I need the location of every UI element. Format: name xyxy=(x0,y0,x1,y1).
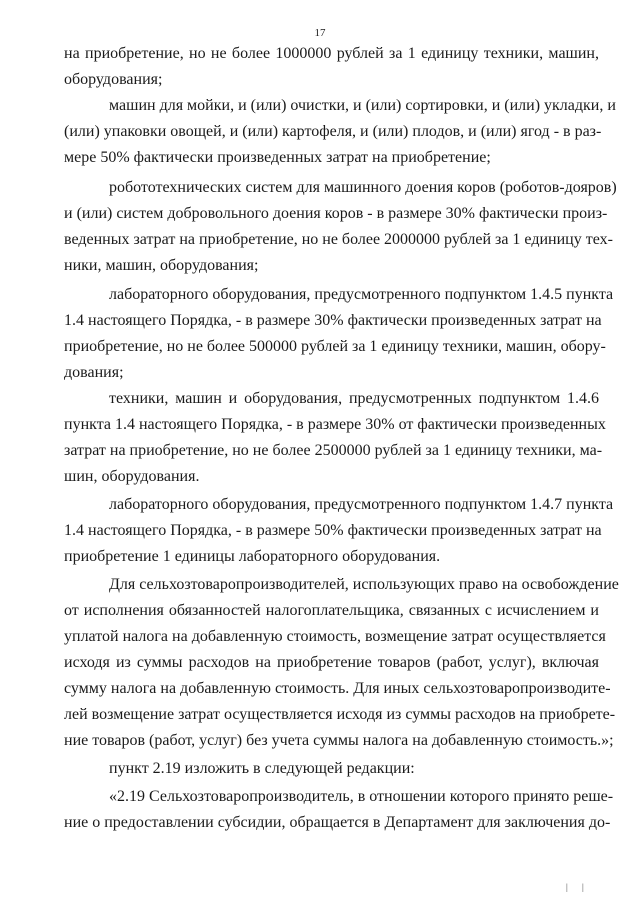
text-line: ние товаров (работ, услуг) без учета суммы налога на добавленную стоимость.»; xyxy=(64,732,614,749)
text-line: приобретение, но не более 500000 рублей за 1 единицу техники, машин, обору- xyxy=(64,338,606,355)
text-line: лабораторного оборудования, предусмотренного подпунктом 1.4.7 пункта xyxy=(109,496,614,513)
text-line: веденных затрат на приобретение, но не более 2000000 рублей за 1 единицу тех- xyxy=(64,231,613,248)
text-line: и (или) систем добровольного доения коров - в размере 30% фактически произ- xyxy=(64,205,608,222)
text-line: лабораторного оборудования, предусмотренного подпунктом 1.4.5 пункта xyxy=(109,286,614,303)
text-line: 1.4 настоящего Порядка, - в размере 30% фактически произведенных затрат на xyxy=(64,312,602,329)
text-line: ники, машин, оборудования; xyxy=(64,257,259,274)
corner-scan-mark: | | xyxy=(566,882,590,892)
text-line: Для сельхозтоваропроизводителей, использующих право на освобождение xyxy=(109,576,619,593)
text-line: дования; xyxy=(64,364,124,381)
text-line: шин, оборудования. xyxy=(64,468,200,485)
text-line: мере 50% фактически произведенных затрат на приобретение; xyxy=(64,149,491,166)
text-line: «2.19 Сельхозтоваропроизводитель, в отношении которого принято реше- xyxy=(109,788,614,805)
text-line: сумму налога на добавленную стоимость. Для иных сельхозтоваропроизводите- xyxy=(64,680,611,697)
text-line: затрат на приобретение, но не более 2500000 рублей за 1 единицу техники, ма- xyxy=(64,442,603,459)
text-line: 1.4 настоящего Порядка, - в размере 50% фактически произведенных затрат на xyxy=(64,522,602,539)
text-line: робототехнических систем для машинного доения коров (роботов-дояров) xyxy=(109,179,617,196)
text-line: от исполнения обязанностей налогоплательщика, связанных с исчислением и xyxy=(64,602,599,619)
text-line: уплатой налога на добавленную стоимость, возмещение затрат осуществляется xyxy=(64,628,606,645)
text-line: исходя из суммы расходов на приобретение товаров (работ, услуг), включая xyxy=(64,654,599,671)
text-line: приобретение 1 единицы лабораторного оборудования. xyxy=(64,548,441,565)
text-line: пункт 2.19 изложить в следующей редакции: xyxy=(109,760,415,777)
text-line: на приобретение, но не более 1000000 рублей за 1 единицу техники, машин, xyxy=(64,45,599,62)
text-line: пункта 1.4 настоящего Порядка, - в размере 30% от фактически произведенных xyxy=(64,416,606,433)
page-number: 17 xyxy=(314,27,326,39)
text-line: (или) упаковки овощей, и (или) картофеля, и (или) плодов, и (или) ягод - в раз- xyxy=(64,123,602,140)
text-line: оборудования; xyxy=(64,71,163,88)
text-line: машин для мойки, и (или) очистки, и (или) сортировки, и (или) укладки, и xyxy=(109,97,616,114)
text-line: техники, машин и оборудования, предусмотренных подпунктом 1.4.6 xyxy=(109,390,599,407)
text-line: ние о предоставлении субсидии, обращается в Департамент для заключения до- xyxy=(64,814,611,831)
text-line: лей возмещение затрат осуществляется исходя из суммы расходов на приобрете- xyxy=(64,706,616,723)
